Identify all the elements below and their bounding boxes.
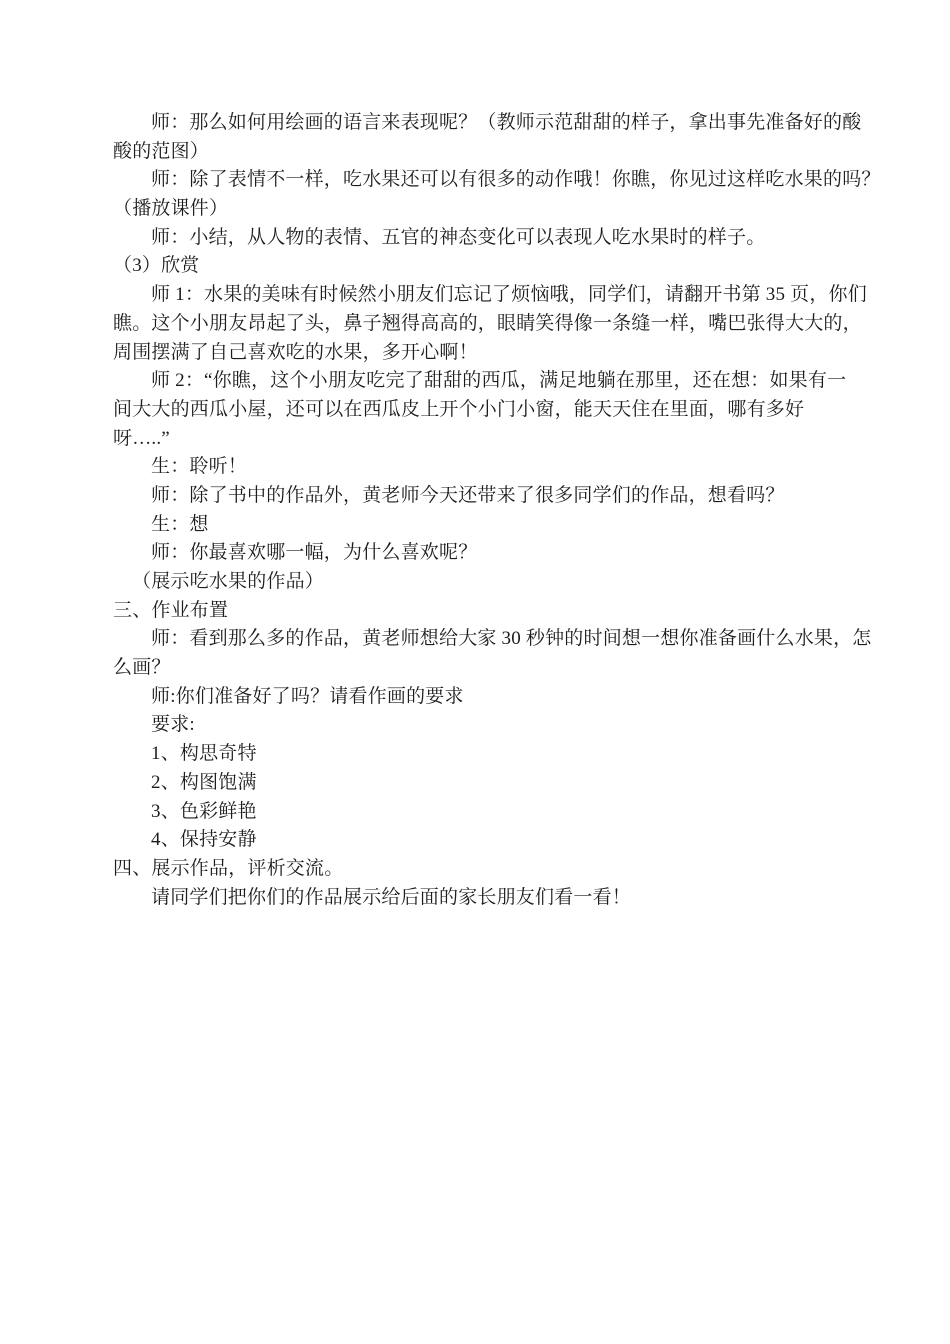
- text-line: 师：看到那么多的作品，黄老师想给大家 30 秒钟的时间想一想你准备画什么水果，怎: [151, 628, 872, 650]
- text-line: 2、构图饱满: [151, 771, 257, 793]
- text-line: 生：想: [151, 513, 209, 535]
- text-line: 师 1：水果的美味有时候然小朋友们忘记了烦恼哦，同学们，请翻开书第 35 页，你们: [151, 284, 867, 306]
- text-line: 间大大的西瓜小屋，还可以在西瓜皮上开个小门小窗，能天天住在里面，哪有多好: [113, 398, 805, 420]
- text-line: 瞧。这个小朋友昂起了头，鼻子翘得高高的，眼睛笑得像一条缝一样，嘴巴张得大大的，: [113, 312, 862, 334]
- text-line: 要求:: [151, 714, 195, 736]
- text-line: 请同学们把你们的作品展示给后面的家长朋友们看一看！: [151, 886, 632, 908]
- text-line: 师：那么如何用绘画的语言来表现呢？（教师示范甜甜的样子，拿出事先准备好的酸: [151, 112, 862, 133]
- text-line: 师:你们准备好了吗？请看作画的要求: [151, 685, 464, 707]
- text-line: 师：你最喜欢哪一幅，为什么喜欢呢？: [151, 542, 478, 564]
- text-line: 师 2：“你瞧，这个小朋友吃完了甜甜的西瓜，满足地躺在那里，还在想：如果有一: [151, 370, 847, 392]
- text-line: 三、作业布置: [113, 599, 229, 621]
- text-line: （3）欣赏: [113, 255, 200, 277]
- text-line: 师：除了表情不一样，吃水果还可以有很多的动作哦！你瞧，你见过这样吃水果的吗？: [151, 169, 881, 191]
- text-line: 呀…..”: [113, 427, 170, 449]
- text-line: （播放课件）: [113, 198, 229, 220]
- document-body: [113, 109, 881, 912]
- text-line: 4、保持安静: [151, 829, 257, 851]
- text-line: 师：除了书中的作品外，黄老师今天还带来了很多同学们的作品，想看吗？: [151, 484, 785, 506]
- text-line: 周围摆满了自己喜欢吃的水果，多开心啊！: [113, 341, 478, 363]
- text-line: 生：聆听！: [151, 456, 248, 478]
- text-line: 3、色彩鲜艳: [151, 800, 257, 822]
- text-line: 四、展示作品，评析交流。: [113, 857, 344, 879]
- text-line: 1、构思奇特: [151, 743, 257, 765]
- text-line: 师：小结，从人物的表情、五官的神态变化可以表现人吃水果时的样子。: [151, 226, 766, 248]
- text-line: （展示吃水果的作品）: [132, 571, 325, 592]
- text-line: 么画？: [113, 657, 171, 679]
- text-line: 酸的范图）: [113, 140, 210, 162]
